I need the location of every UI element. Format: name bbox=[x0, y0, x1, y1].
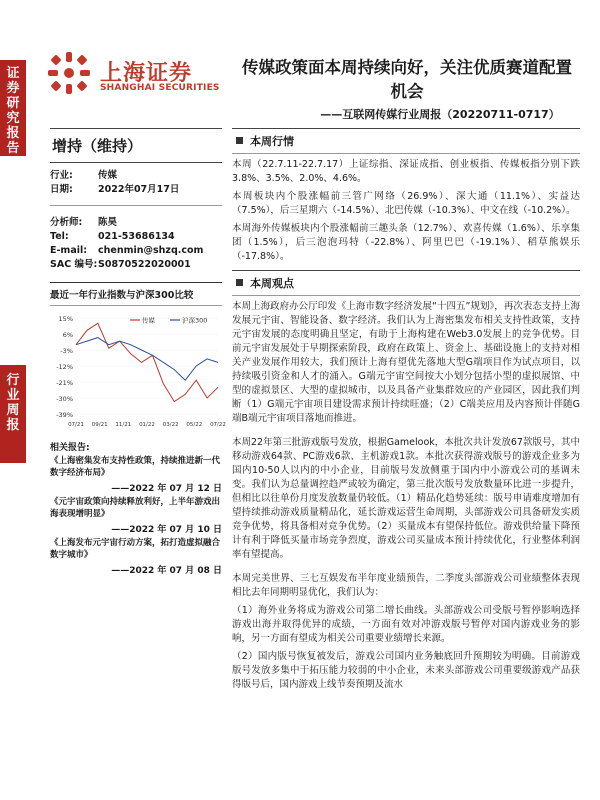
analyst-row bbox=[50, 258, 222, 272]
y-tick-label: -12% bbox=[56, 363, 73, 371]
paragraph: （1）海外业务将成为游戏公司第二增长曲线。头部游戏公司受版号暂停影响选择游戏出海并取得优异的成绩，一方面有效对冲游戏版号暂停对国内游戏业务的影响，另一方面有望成为相关公司重要业绩增长来源。 bbox=[232, 605, 580, 644]
y-tick-label: -3% bbox=[60, 347, 73, 355]
x-tick-label: 09/21 bbox=[91, 422, 108, 428]
sidebar-label-weekly bbox=[0, 365, 26, 463]
y-tick-label: -39% bbox=[56, 411, 73, 419]
y-tick-label: 6% bbox=[62, 331, 73, 339]
section-heading-weekly-view: 本周观点 bbox=[232, 270, 580, 296]
analyst-row bbox=[50, 230, 222, 244]
right-column bbox=[232, 128, 580, 692]
chart-title: 最近一年行业指数与沪深300比较 bbox=[50, 282, 222, 306]
y-tick-label: 15% bbox=[58, 315, 73, 323]
x-tick-label: 03/22 bbox=[162, 422, 179, 428]
paragraph: 本周上海政府办公厅印发《上海市数字经济发展“十四五”规划》，再次表态支持上海发展元宇宙、智能设备、数字经济。我们认为上海密集发布相关支持性政策，支持元宇宙发展的态度明确且坚定，有助于上海构建在Web3.0发展上的竞争优势。目前元宇宙发展处于早期探索阶段，政府在政策上、资金上、基础设施上的支持对相关产业发展作用较大，我们预计上海有望优先落地大型G端项目作为试点项目，以持续吸引资金和人才的涌入。G端元宇宙空间按大小划分包括小型的虚拟展馆、中型的虚拟景区、大型的虚拟城市，以及具备产业集群效应的产业园区，因此我们判断（1）G端元宇宙项目建设需求预计持续旺盛；（2）C端美应用及内容预计伴随G端B端元宇宙项目落地而推进。 bbox=[232, 301, 580, 424]
x-tick-label: 01/22 bbox=[139, 422, 155, 428]
analyst-row bbox=[50, 244, 222, 258]
left-column bbox=[50, 128, 226, 576]
y-tick-label: -21% bbox=[56, 379, 73, 387]
sidebar-char: 告 bbox=[6, 141, 20, 156]
sidebar-label-research bbox=[0, 60, 26, 156]
section-heading-weekly-market: 本周行情 bbox=[232, 128, 580, 154]
analyst-key: E-mail: bbox=[50, 245, 88, 256]
sidebar-char: 券 bbox=[6, 81, 20, 96]
meta-row-date bbox=[50, 183, 222, 197]
logo-cn-text: 上海证券 bbox=[100, 61, 193, 86]
report-title: 传媒政策面本周持续向好，关注优质赛道配置机会 bbox=[242, 58, 572, 101]
related-report bbox=[50, 496, 222, 535]
sidebar-char: 周 bbox=[6, 403, 20, 418]
chart-container bbox=[50, 310, 226, 434]
meta-value: 传媒 bbox=[98, 170, 118, 181]
x-tick-label: 07/22 bbox=[210, 422, 226, 428]
paragraph: 本周22年第三批游戏版号发放，根据Gamelook，本批次共计发放67款版号，其中移动游戏64款、PC游戏6款、主机游戏1款。本批次获得游戏版号的游戏企业多为国内10-50人以内的中小企业，目前版号发放侧重于国内中小游戏公司的基调未变。我们认为总量调控趋严或较为确定，第三批次版号发放数量环比进一步提升，但相比以往单份月度发放数量仍较低。（1）精品化趋势延续：版号申请难度增加有望持续推动游戏质量精品化，延长游戏运营生命周期，头部游戏公司具备研发实质竞争优势，将具备相对竞争优势。（2）买量成本有望保持低位。游戏供给量下降预计有利于降低买量市场竞争烈度，游戏公司买量成本预计持续优化，行业整体利润率有望提高。 bbox=[232, 437, 580, 560]
analyst-email[interactable]: chenmin@shzq.com bbox=[98, 245, 204, 256]
report-subtitle: ——互联网传媒行业周报（20220711-0717） bbox=[320, 108, 560, 121]
sidebar-char: 证 bbox=[6, 66, 20, 81]
related-report bbox=[50, 455, 222, 494]
sidebar-char: 报 bbox=[6, 126, 20, 141]
analyst-tel: 021-53686134 bbox=[98, 231, 175, 242]
related-report-date: ——2022 年 07 月 08 日 bbox=[111, 566, 222, 576]
analyst-row bbox=[50, 216, 222, 230]
x-tick-label: 05/22 bbox=[186, 422, 203, 428]
sidebar-char: 行 bbox=[6, 373, 20, 388]
related-report-title[interactable]: 《上海发布元宇宙行动方案，拓打造虚拟融合数字城市》 bbox=[50, 538, 221, 560]
y-tick-label: -30% bbox=[56, 395, 73, 403]
analyst-key: Tel: bbox=[50, 231, 69, 242]
analyst-sac: S0870522020001 bbox=[98, 259, 191, 270]
meta-key: 日期: bbox=[50, 184, 73, 195]
rating: 增持（维持） bbox=[50, 128, 222, 163]
related-report-date: ——2022 年 07 月 12 日 bbox=[111, 484, 222, 494]
analyst-key: 分析师: bbox=[50, 217, 83, 228]
x-tick-label: 11/21 bbox=[115, 422, 132, 428]
related-reports-title: 相关报告: bbox=[50, 443, 90, 453]
paragraph: 本周（22.7.11-22.7.17）上证综指、深证成指、创业板指、传媒板指分别下跌 3.8%、3.5%、2.0%、4.6%。 bbox=[232, 159, 580, 184]
sidebar-char: 业 bbox=[6, 388, 20, 403]
analyst-key: SAC 编号: bbox=[50, 259, 98, 270]
meta-key: 行业: bbox=[50, 170, 73, 181]
sidebar-char: 究 bbox=[6, 111, 20, 126]
analyst-name: 陈昊 bbox=[98, 217, 118, 228]
meta-value: 2022年07月17日 bbox=[98, 184, 180, 195]
meta-row-industry bbox=[50, 169, 222, 183]
logo-emblem-icon bbox=[46, 50, 92, 96]
meta-block bbox=[50, 163, 222, 197]
paragraph: 本周板块内个股涨幅前三管广网络（26.9%）、深大通（11.1%）、实益达（7.5%），后三星期六（-14.5%）、北巴传媒（-10.3%）、中文在线（-10.2%）。 bbox=[232, 191, 580, 216]
sidebar-char: 报 bbox=[6, 418, 20, 433]
logo-en-text: SHANGHAI SECURITIES bbox=[100, 83, 220, 93]
related-report-title[interactable]: 《上海密集发布支持性政策，持续推进新一代数字经济布局》 bbox=[50, 456, 221, 478]
legend-label: 传媒 bbox=[142, 316, 155, 325]
x-tick-label: 07/21 bbox=[68, 422, 84, 428]
sidebar-char: 研 bbox=[6, 96, 20, 111]
related-report-date: ——2022 年 07 月 10 日 bbox=[111, 525, 222, 535]
related-report-title[interactable]: 《元宇宙政策向持续释放利好，上半年游戏出海表现增明显》 bbox=[50, 497, 221, 519]
paragraph: 本周海外传媒板块内个股涨幅前三趣头条（12.7%）、欢喜传媒（1.6%）、乐享集团（1.5%），后三泡泡玛特（-22.8%）、阿里巴巴（-19.1%）、稻草熊娱乐（-17.8%）。 bbox=[232, 223, 580, 262]
paragraph: （2）国内版号恢复被发后，游戏公司国内业务触底回升预期较为明确。目前游戏版号发放多集中于拓压能力较弱的中小企业，未来头部游戏公司重要级游戏产品获得版号后，国内游戏上线节奏预期及流水 bbox=[232, 651, 580, 690]
brand-logo bbox=[46, 50, 226, 100]
analyst-block bbox=[50, 205, 222, 272]
sidebar bbox=[0, 0, 26, 800]
paragraph: 本周完美世界、三七互娱发布半年度业绩预告，二季度头部游戏公司业绩整体表现相比去年同期明显优化，我们认为： bbox=[232, 573, 580, 598]
related-report bbox=[50, 537, 222, 576]
series-line-media bbox=[76, 323, 218, 401]
index-comparison-chart bbox=[50, 310, 226, 430]
legend-label: 沪深300 bbox=[182, 316, 208, 325]
